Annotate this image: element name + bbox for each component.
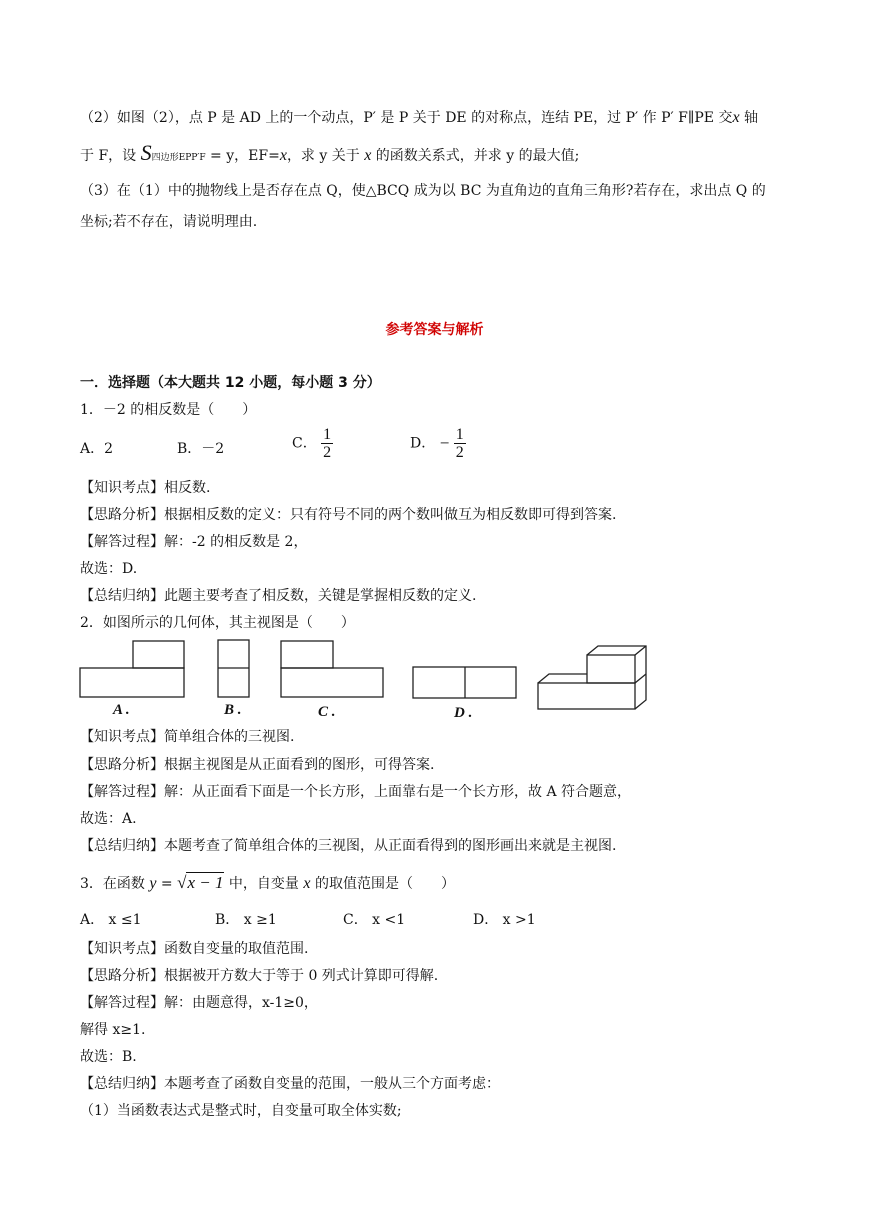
label-c: C . xyxy=(318,704,336,720)
q3-stem: 3．在函数 y = √x − 1 中，自变量 x 的取值范围是（ ） xyxy=(80,873,455,892)
q3-option-b: B． x ≥1 xyxy=(215,912,277,928)
q2-stem: 2．如图所示的几何体，其主视图是（ ） xyxy=(80,615,355,631)
q3-analysis: 【思路分析】根据被开方数大于等于 0 列式计算即可得解. xyxy=(80,968,439,984)
q3-sqrt: √x − 1 xyxy=(177,873,224,892)
figure-b xyxy=(218,640,249,697)
q1-choice: 故选：D. xyxy=(80,561,138,577)
q3-process1: 【解答过程】解：由题意得，x-1≥0， xyxy=(80,995,318,1011)
figure-d xyxy=(413,667,516,698)
figure-a xyxy=(80,641,184,697)
q3-option-c: C． x <1 xyxy=(343,912,406,928)
figure-solid xyxy=(538,646,646,709)
q1-option-d: D． − $\frac{1}{2}$ xyxy=(410,426,464,461)
q3-summary: 【总结归纳】本题考查了函数自变量的范围，一般从三个方面考虑： xyxy=(80,1076,500,1092)
label-b: B . xyxy=(224,702,242,718)
q2-summary: 【总结归纳】本题考查了简单组合体的三视图，从正面看得到的图形画出来就是主视图. xyxy=(80,838,617,854)
q3-option-d: D． x >1 xyxy=(473,912,536,928)
figure-c xyxy=(281,641,383,697)
q2-analysis: 【思路分析】根据主视图是从正面看到的图形，可得答案. xyxy=(80,757,435,773)
q2-knowledge-point: 【知识考点】简单组合体的三视图. xyxy=(80,729,295,745)
q1-option-d-label: D． xyxy=(410,435,436,452)
q1-summary: 【总结归纳】此题主要考查了相反数，关键是掌握相反数的定义. xyxy=(80,588,477,604)
label-a: A . xyxy=(113,702,130,718)
q2-process: 【解答过程】解：从正面看下面是一个长方形，上面靠右是一个长方形，故 A 符合题意， xyxy=(80,784,632,800)
q1-fraction-d: $\frac{1}{2}$ xyxy=(455,426,464,461)
q3-choice: 故选：B. xyxy=(80,1049,137,1065)
q2-line1: （2）如图（2），点 P 是 AD 上的一个动点，P′ 是 P 关于 DE 的对称点，连结 PE，过 P′ 作 P′ F∥PE 交x 轴 xyxy=(80,109,759,126)
q1-option-c-label: C． xyxy=(292,435,317,452)
q3-line2: 坐标;若不存在，请说明理由. xyxy=(80,214,258,230)
q2-choice: 故选：A. xyxy=(80,811,137,827)
q1-analysis: 【思路分析】根据相反数的定义：只有符号不同的两个数叫做互为相反数即可得到答案. xyxy=(80,507,617,523)
q1-process: 【解答过程】解：-2 的相反数是 2， xyxy=(80,534,308,550)
q3-option-a: A． x ≤1 xyxy=(80,912,142,928)
q3-line1: （3）在（1）中的抛物线上是否存在点 Q，使△BCQ 成为以 BC 为直角边的直角三角形?若存在，求出点 Q 的 xyxy=(80,183,766,199)
q1-fraction-c: $\frac{1}{2}$ xyxy=(323,426,332,461)
q1-option-b: B．－2 xyxy=(177,441,225,457)
answers-title: 参考答案与解析 xyxy=(385,322,484,338)
q3-knowledge-point: 【知识考点】函数自变量的取值范围. xyxy=(80,941,309,957)
q1-stem: 1．－2 的相反数是（ ） xyxy=(80,402,257,418)
q1-knowledge-point: 【知识考点】相反数. xyxy=(80,480,211,496)
q2-line2: 于 F，设 S四边形EPP′F = y，EF=x，求 y 关于 x 的函数关系式，并求 y 的最大值; xyxy=(80,140,580,165)
q3-process2: 解得 x≥1. xyxy=(80,1022,146,1038)
q3-point1: （1）当函数表达式是整式时，自变量可取全体实数; xyxy=(80,1103,402,1119)
label-d: D . xyxy=(454,705,473,721)
section-heading: 一．选择题（本大题共 12 小题，每小题 3 分） xyxy=(80,375,381,391)
q1-option-a: A．2 xyxy=(80,441,114,457)
